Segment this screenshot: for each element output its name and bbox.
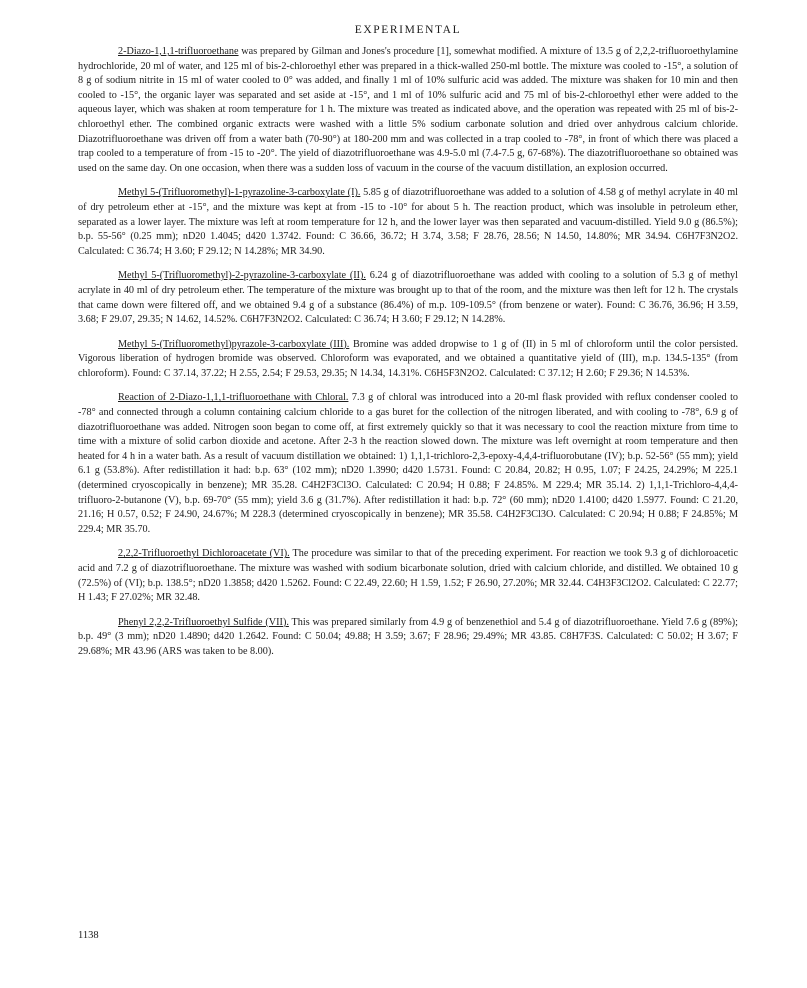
paragraph-text: 6.24 g of diazotrifluoroethane was added with cooling to a solution of 5.3 g of methyl acrylate in 40 ml of dry petroleum ether. The temperature of the mixture was brought up to that of the room, and the mixture was then left for 12 h. The crystals that came down were filtered off, and we obtained 9.4 g of a substance (86.4%) of m.p. 109-109.5° (from benzene or water). Found: C 36.76, 36.96; H 3.59, 3.68; F 29.07, 29.35; N 14.62, 14.52%. C6H7F3N2O2. Calculated: C 36.74; H 3.60; F 29.12; N 14.28%.	[78, 270, 738, 326]
paragraph-title: 2,2,2-Trifluoroethyl Dichloroacetate (VI).	[118, 548, 290, 560]
paragraph-text: The procedure was similar to that of the preceding experiment. For reaction we took 9.3 g of dichloroacetic acid and 7.2 g of diazotrifluoroethane. The mixture was washed with sodium bicarbonate solution, dried with calcium chloride, and distilled. We obtained 10 g (72.5%) of (VI); b.p. 138.5°; nD20 1.3858; d420 1.5262. Found: C 22.49, 22.60; H 1.59, 1.52; F 26.90, 27.20%; MR 32.44. C4H3F3Cl2O2. Calculated: C 22.77; H 1.43; F 27.02%; MR 32.48.	[78, 548, 738, 604]
paragraph-compound-II	[78, 269, 738, 327]
paragraph-title: 2-Diazo-1,1,1-trifluoroethane	[118, 46, 239, 57]
paragraph-diazotrifluoroethane	[78, 45, 738, 176]
paragraph-chloral-reaction	[78, 391, 738, 537]
paragraph-compound-III	[78, 338, 738, 382]
paragraph-compound-VII	[78, 616, 738, 660]
paragraph-compound-VI	[78, 547, 738, 605]
paragraph-text: Bromine was added dropwise to 1 g of (II) in 5 ml of chloroform until the color persisted. Vigorous liberation of hydrogen bromide was observed. Chloroform was evaporated, and we obtained a quantitative yield of (III), m.p. 134.5-135° (from chloroform). Found: C 37.14, 37.22; H 2.55, 2.54; F 29.53, 29.35; N 14.34, 14.31%. C6H5F3N2O2. Calculated: C 37.12; H 2.60; F 29.36; N 14.53%.	[78, 338, 739, 379]
paragraph-title: Reaction of 2-Diazo-1,1,1-trifluoroethane with Chloral.	[118, 392, 349, 404]
paragraph-title: Methyl 5-(Trifluoromethyl)-2-pyrazoline-3-carboxylate (II).	[118, 270, 366, 282]
paragraph-text: 7.3 g of chloral was introduced into a 20-ml flask provided with reflux condenser cooled to -78° and connected through a column containing calcium chloride to a gas buret for the collection of the nitrogen liberated, and with cooling to -78°, 6.9 g of diazotrifluoroethane was added. Nitrogen soon began to come off, at first extremely quickly so that it was necessary to cool the reaction mixture from time to time with a mixture of solid carbon dioxide and acetone. After 2-3 h the reaction slowed down. The mixture was left overnight at room temperature and then heated for 4 h in a water bath. As a result of vacuum distillation we obtained: 1) 1,1,1-trichloro-2,3-epoxy-4,4,4-trifluorobutane (IV); b.p. 52-56° (55 mm); yield 6.1 g (53.8%). After redistillation it had: b.p. 63° (102 mm); nD20 1.3990; d420 1.5731. Found: C 20.84, 20.82; H 0.95, 1.07; F 24.25, 24.29%; M 225.1 (determined cryoscopically in benzene); MR 35.28. C4H2F3Cl3O. Calculated: C 20.94; H 0.88; F 24.85%. M 229.4; MR 35.14. 2) 1,1,1-Trichloro-4,4,4-trifluoro-2-butanone (V), b.p. 69-70° (55 mm); yield 3.6 g (31.7%). After redistillation it had: b.p. 72° (60 mm); nD20 1.4100; d420 1.5977. Found: C 21.20, 21.16; H 0.57, 0.52; F 24.90, 24.67%; M 228.3 (determined cryoscopically in benzene); MR 35.58. C4H2F3Cl3O. Calculated: C 20.94; H 0.88; F 24.85%; M 229.4; MR 35.70.	[78, 392, 738, 535]
section-heading: EXPERIMENTAL	[354, 24, 462, 36]
page-number: 1138	[78, 930, 99, 941]
paragraph-text: 5.85 g of diazotrifluoroethane was added to a solution of 4.58 g of methyl acrylate in 40 ml of dry petroleum ether at -15°, and the mixture was kept at from -15 to -10° for about 5 h. The reaction product, which was insoluble in petroleum ether, separated as a lower layer. The mixture was left at room temperature for 12 h, and the lower layer was then separated and vacuum-distilled. Yield 9.0 g (86.5%); b.p. 55-56° (0.25 mm); nD20 1.4045; d420 1.3742. Found: C 36.66, 36.72; H 3.74, 3.58; F 28.76, 28.56; N 14.50, 14.80%; MR 34.94. C6H7F3N2O2. Calculated: C 36.74; H 3.60; F 29.12; N 14.28%; MR 34.90.	[78, 187, 738, 257]
paragraph-title: Phenyl 2,2,2-Trifluoroethyl Sulfide (VII).	[118, 616, 289, 628]
paragraph-title: Methyl 5-(Trifluoromethyl)pyrazole-3-carboxylate (III).	[118, 338, 350, 350]
paragraph-title: Methyl 5-(Trifluoromethyl)-1-pyrazoline-3-carboxylate (I).	[118, 187, 361, 199]
paragraph-compound-I	[78, 186, 738, 259]
page-content	[78, 24, 738, 670]
paragraph-text: This was prepared similarly from 4.9 g of benzenethiol and 5.4 g of diazotrifluoroethane. Yield 7.6 g (89%); b.p. 49° (3 mm); nD20 1.4890; d420 1.2642. Found: C 50.04; 49.88; H 3.59; 3.67; F 28.96; 29.49%; MR 43.85. C8H7F3S. Calculated: C 50.02; H 3.67; F 29.68%; MR 43.96 (ARS was taken to be 8.00).	[78, 616, 738, 657]
paragraph-text: was prepared by Gilman and Jones's procedure [1], somewhat modified. A mixture of 13.5 g of 2,2,2-trifluoroethylamine hydrochloride, 20 ml of water, and 125 ml of bis-2-chloroethyl ether was prepared in a thick-walled 250-ml bottle. The mixture was cooled to -15°, a solution of 8 g of sodium nitrite in 15 ml of water cooled to 0° was added, and finally 1 ml of 10% sulfuric acid was added. The mixture was shaken for 10 min and then cooled to -15°, the organic layer was separated and set aside at -15°, and 1 ml of 10% sulfuric acid and 75 ml of bis-2-chloroethyl ether were added to the aqueous layer, which was shaken at room temperature for 1 h. The mixture was treated as indicated above, and the operation was repeated with 25 ml of bis-2-chloroethyl ether. The combined organic extracts were washed with a little 5% sodium carbonate solution and dried over anhydrous calcium chloride. Diazotrifluoroethane was driven off from a water bath (70-90°) at 180-200 mm and was collected in a trap cooled to -78°, in front of which there was placed a trap cooled to a temperature of from -15 to -20°. The yield of diazotrifluoroethane was 4.9-5.0 ml (7.4-7.5 g, 67-68%). The diazotrifluoroethane so obtained was used on the same day. On one occasion, when there was a sudden loss of vacuum in the course of the vacuum distillation, an explosion occurred.	[78, 46, 738, 174]
